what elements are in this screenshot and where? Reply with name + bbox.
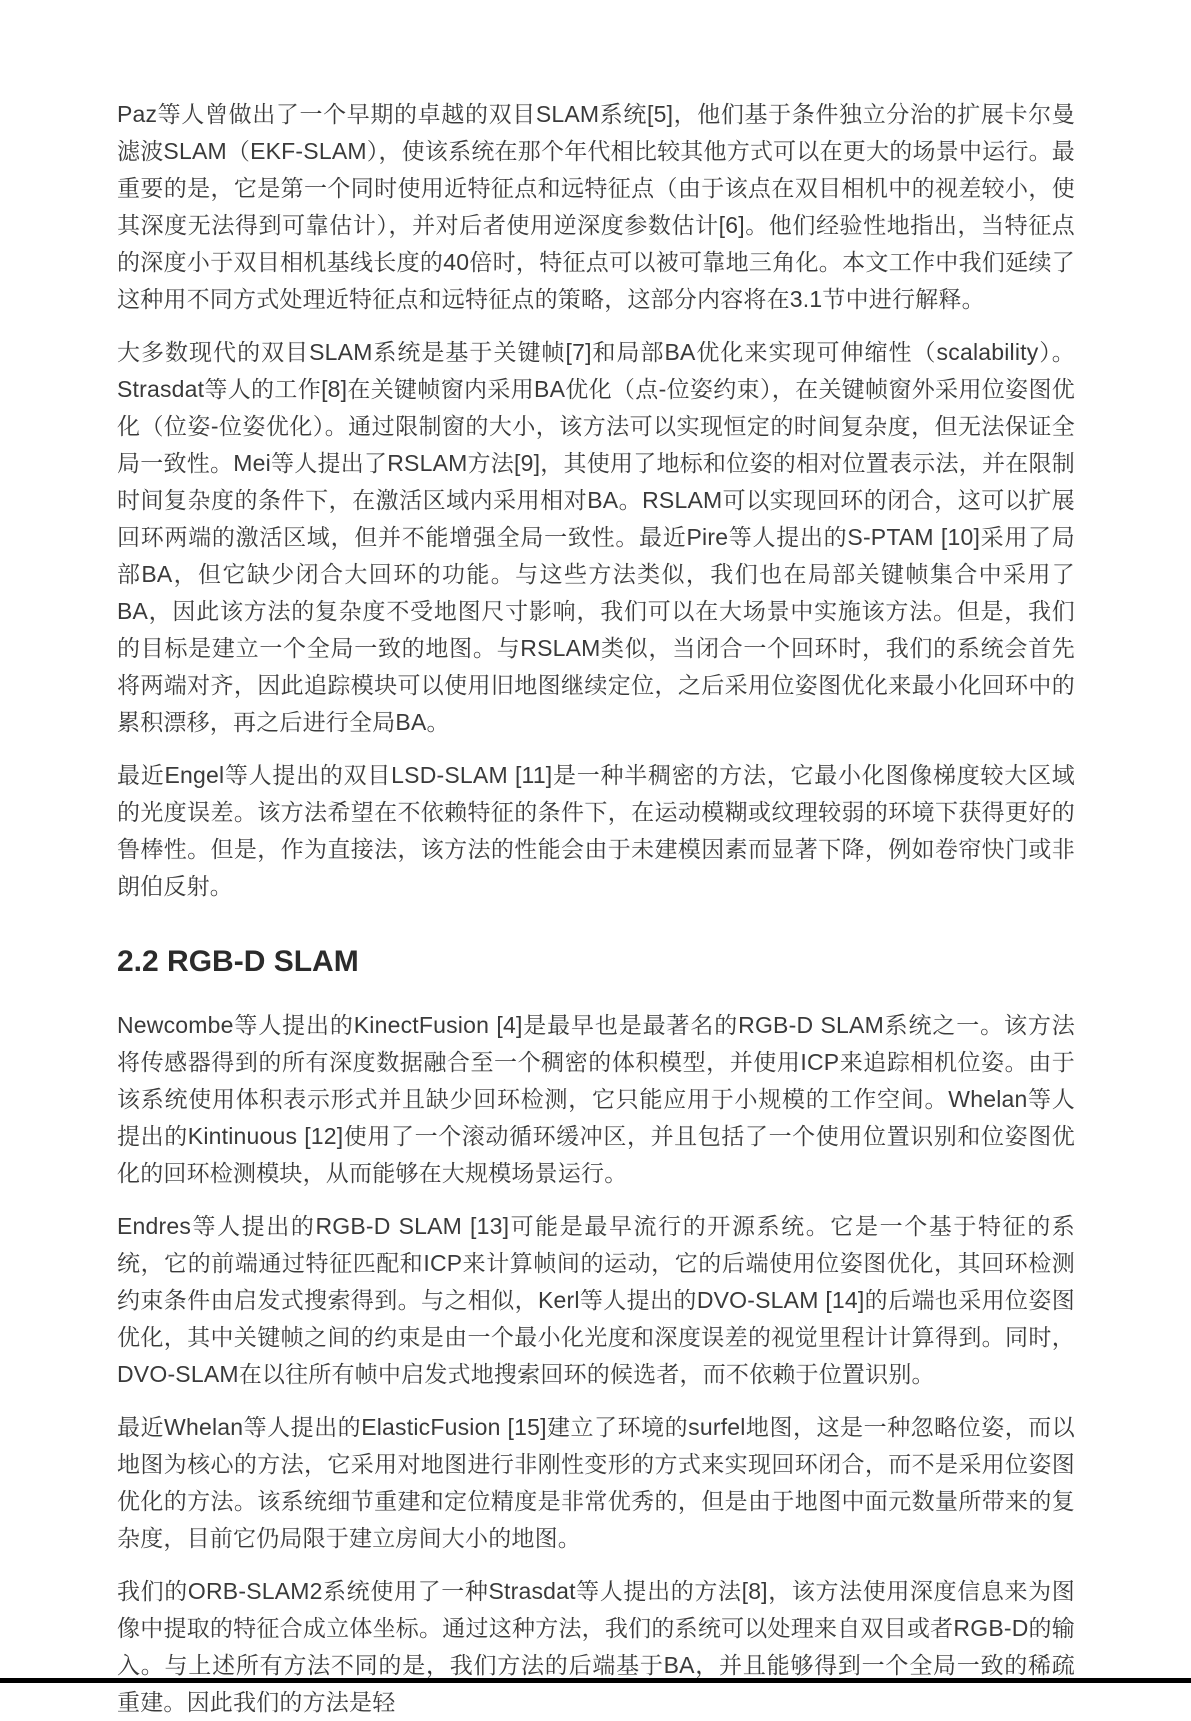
section-heading-rgbd-slam: 2.2 RGB-D SLAM (117, 945, 359, 978)
paragraph-kinectfusion-kintinuous: Newcombe等人提出的KinectFusion [4]是最早也是最著名的RGB-D SLAM系统之一。该方法将传感器得到的所有深度数据融合至一个稠密的体积模型，并使用ICP来追踪相机位姿。由于该系统使用体积表示形式并且缺少回环检测，它只能应用于小规模的工作空间。Whelan等人提出的Kintinuous [12]使用了一个滚动循环缓冲区，并且包括了一个使用位置识别和位姿图优化的回环检测模块，从而能够在大规模场景运行。 (117, 1012, 1075, 1186)
window-bottom-edge (0, 1678, 1191, 1683)
paragraph-keyframe-ba-rslam-sptam: 大多数现代的双目SLAM系统是基于关键帧[7]和局部BA优化来实现可伸缩性（scalability）。Strasdat等人的工作[8]在关键帧窗内采用BA优化（点-位姿约束），在关键帧窗外采用位姿图优化（位姿-位姿优化）。通过限制窗的大小，该方法可以实现恒定的时间复杂度，但无法保证全局一致性。Mei等人提出了RSLAM方法[9]，其使用了地标和位姿的相对位置表示法，并在限制时间复杂度的条件下，在激活区域内采用相对BA。RSLAM可以实现回环的闭合，这可以扩展回环两端的激活区域，但并不能增强全局一致性。最近Pire等人提出的S-PTAM [10]采用了局部BA，但它缺少闭合大回环的功能。与这些方法类似，我们也在局部关键帧集合中采用了BA，因此该方法的复杂度不受地图尺寸影响，我们可以在大场景中实施该方法。但是，我们的目标是建立一个全局一致的地图。与RSLAM类似，当闭合一个回环时，我们的系统会首先将两端对齐，因此追踪模块可以使用旧地图继续定位，之后采用位姿图优化来最小化回环中的累积漂移，再之后进行全局BA。 (117, 339, 1075, 735)
paragraph-endres-dvo-slam: Endres等人提出的RGB-D SLAM [13]可能是最早流行的开源系统。它是一个基于特征的系统，它的前端通过特征匹配和ICP来计算帧间的运动，它的后端使用位姿图优化，其回环检测约束条件由启发式搜索得到。与之相似，Kerl等人提出的DVO-SLAM [14]的后端也采用位姿图优化，其中关键帧之间的约束是由一个最小化光度和深度误差的视觉里程计计算得到。同时，DVO-SLAM在以往所有帧中启发式地搜索回环的候选者，而不依赖于位置识别。 (117, 1213, 1075, 1387)
paragraph-elasticfusion: 最近Whelan等人提出的ElasticFusion [15]建立了环境的surfel地图，这是一种忽略位姿，而以地图为核心的方法，它采用对地图进行非刚性变形的方式来实现回环闭合，而不是采用位姿图优化的方法。该系统细节重建和定位精度是非常优秀的，但是由于地图中面元数量所带来的复杂度，目前它仍局限于建立房间大小的地图。 (117, 1414, 1075, 1551)
paragraph-paz-ekf-slam: Paz等人曾做出了一个早期的卓越的双目SLAM系统[5]，他们基于条件独立分治的扩展卡尔曼滤波SLAM（EKF-SLAM），使该系统在那个年代相比较其他方式可以在更大的场景中运行。最重要的是，它是第一个同时使用近特征点和远特征点（由于该点在双目相机中的视差较小，使其深度无法得到可靠估计），并对后者使用逆深度参数估计[6]。他们经验性地指出，当特征点的深度小于双目相机基线长度的40倍时，特征点可以被可靠地三角化。本文工作中我们延续了这种用不同方式处理近特征点和远特征点的策略，这部分内容将在3.1节中进行解释。 (117, 101, 1075, 312)
paragraph-orb-slam2: 我们的ORB-SLAM2系统使用了一种Strasdat等人提出的方法[8]，该方法使用深度信息来为图像中提取的特征合成立体坐标。通过这种方法，我们的系统可以处理来自双目或者RGB-D的输入。与上述所有方法不同的是，我们方法的后端基于BA，并且能够得到一个全局一致的稀疏重建。因此我们的方法是轻 (117, 1578, 1075, 1715)
paragraph-stereo-lsd-slam: 最近Engel等人提出的双目LSD-SLAM [11]是一种半稠密的方法，它最小化图像梯度较大区域的光度误差。该方法希望在不依赖特征的条件下，在运动模糊或纹理较弱的环境下获得更好的鲁棒性。但是，作为直接法，该方法的性能会由于未建模因素而显著下降，例如卷帘快门或非朗伯反射。 (117, 762, 1075, 899)
